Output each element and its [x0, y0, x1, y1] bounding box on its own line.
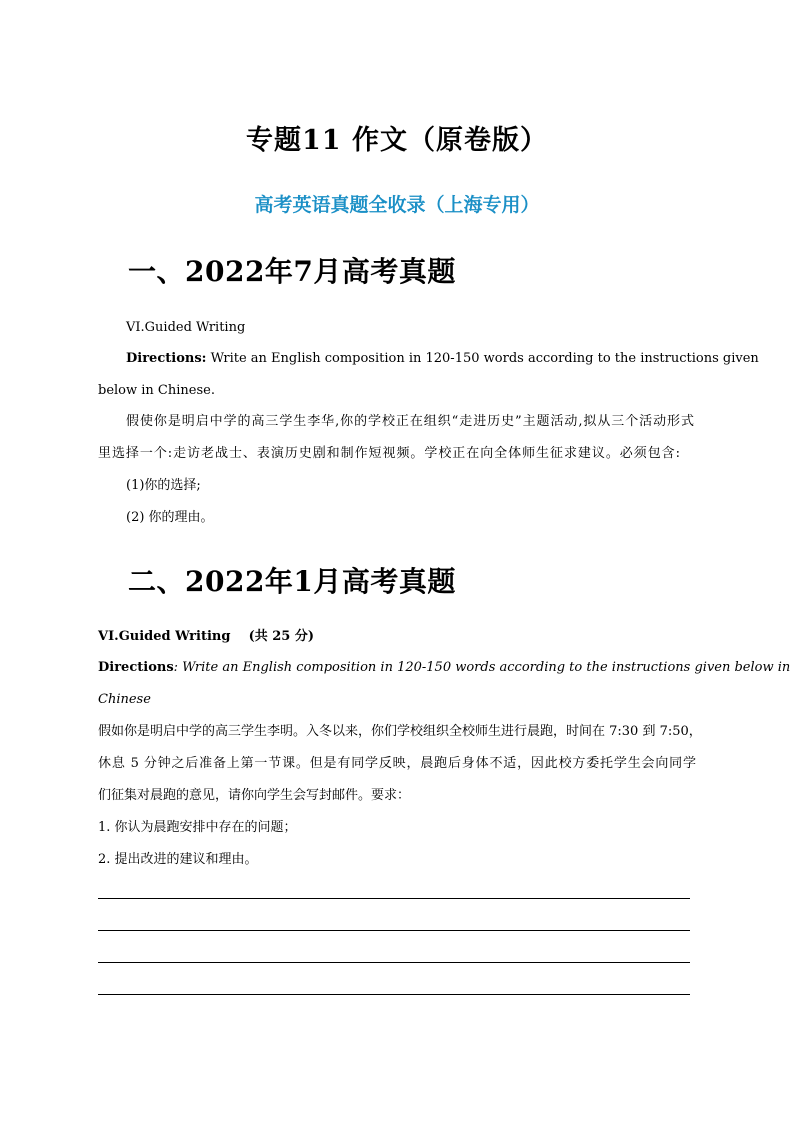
- section-2-task-line: [98, 629, 314, 645]
- section-1-prompt-line1: 假使你是明启中学的高三学生李华,你的学校正在组织“走进历史”主题活动,拟从三个活动形式: [126, 414, 694, 429]
- section-2-prompt-line1: 假如你是明启中学的高三学生李明。入冬以来，你们学校组织全校师生进行晨跑，时间在 7:30 到 7:50，: [98, 724, 702, 739]
- directions-label: Directions:: [126, 351, 207, 366]
- section-1-point-2: (2) 你的理由。: [126, 510, 214, 525]
- section-2-task-label: VI.Guided Writing: [98, 629, 231, 644]
- section-2-heading: 二、2022年1月高考真题: [128, 565, 456, 598]
- directions-text-2: : Write an English composition in 120-150 words according to the instructions given below in: [173, 660, 791, 675]
- writing-line: [98, 898, 690, 899]
- writing-line: [98, 962, 690, 963]
- directions-text: Write an English composition in 120-150 words according to the instructions given: [210, 351, 759, 366]
- section-1-point-1: (1)你的选择;: [126, 478, 201, 493]
- section-2-score: (共 25 分): [248, 629, 315, 644]
- section-1-heading: 一、2022年7月高考真题: [128, 255, 456, 288]
- directions-label-2: Directions: [98, 660, 174, 675]
- section-2-directions-line2: Chinese: [98, 692, 151, 707]
- section-2-point-1: 1. 你认为晨跑安排中存在的问题；: [98, 820, 297, 835]
- section-1-directions-line1: [126, 351, 759, 367]
- section-2-point-2: 2. 提出改进的建议和理由。: [98, 852, 258, 867]
- section-1-directions-line2: below in Chinese.: [98, 383, 215, 398]
- section-1-prompt-line2: 里选择一个:走访老战士、表演历史剧和制作短视频。学校正在向全体师生征求建议。必须包含:: [98, 446, 680, 461]
- writing-line: [98, 994, 690, 995]
- writing-line: [98, 930, 690, 931]
- section-2-prompt-line3: 们征集对晨跑的意见，请你向学生会写封邮件。要求：: [98, 788, 411, 803]
- section-2-directions-line1: [98, 660, 791, 676]
- page-title: 专题11 作文（原卷版）: [246, 125, 548, 156]
- page-subtitle: 高考英语真题全收录（上海专用）: [254, 194, 540, 216]
- section-2-prompt-line2: 休息 5 分钟之后准备上第一节课。但是有同学反映，晨跑后身体不适，因此校方委托学生会向同学: [98, 756, 696, 771]
- section-1-task-label: VI.Guided Writing: [126, 320, 246, 335]
